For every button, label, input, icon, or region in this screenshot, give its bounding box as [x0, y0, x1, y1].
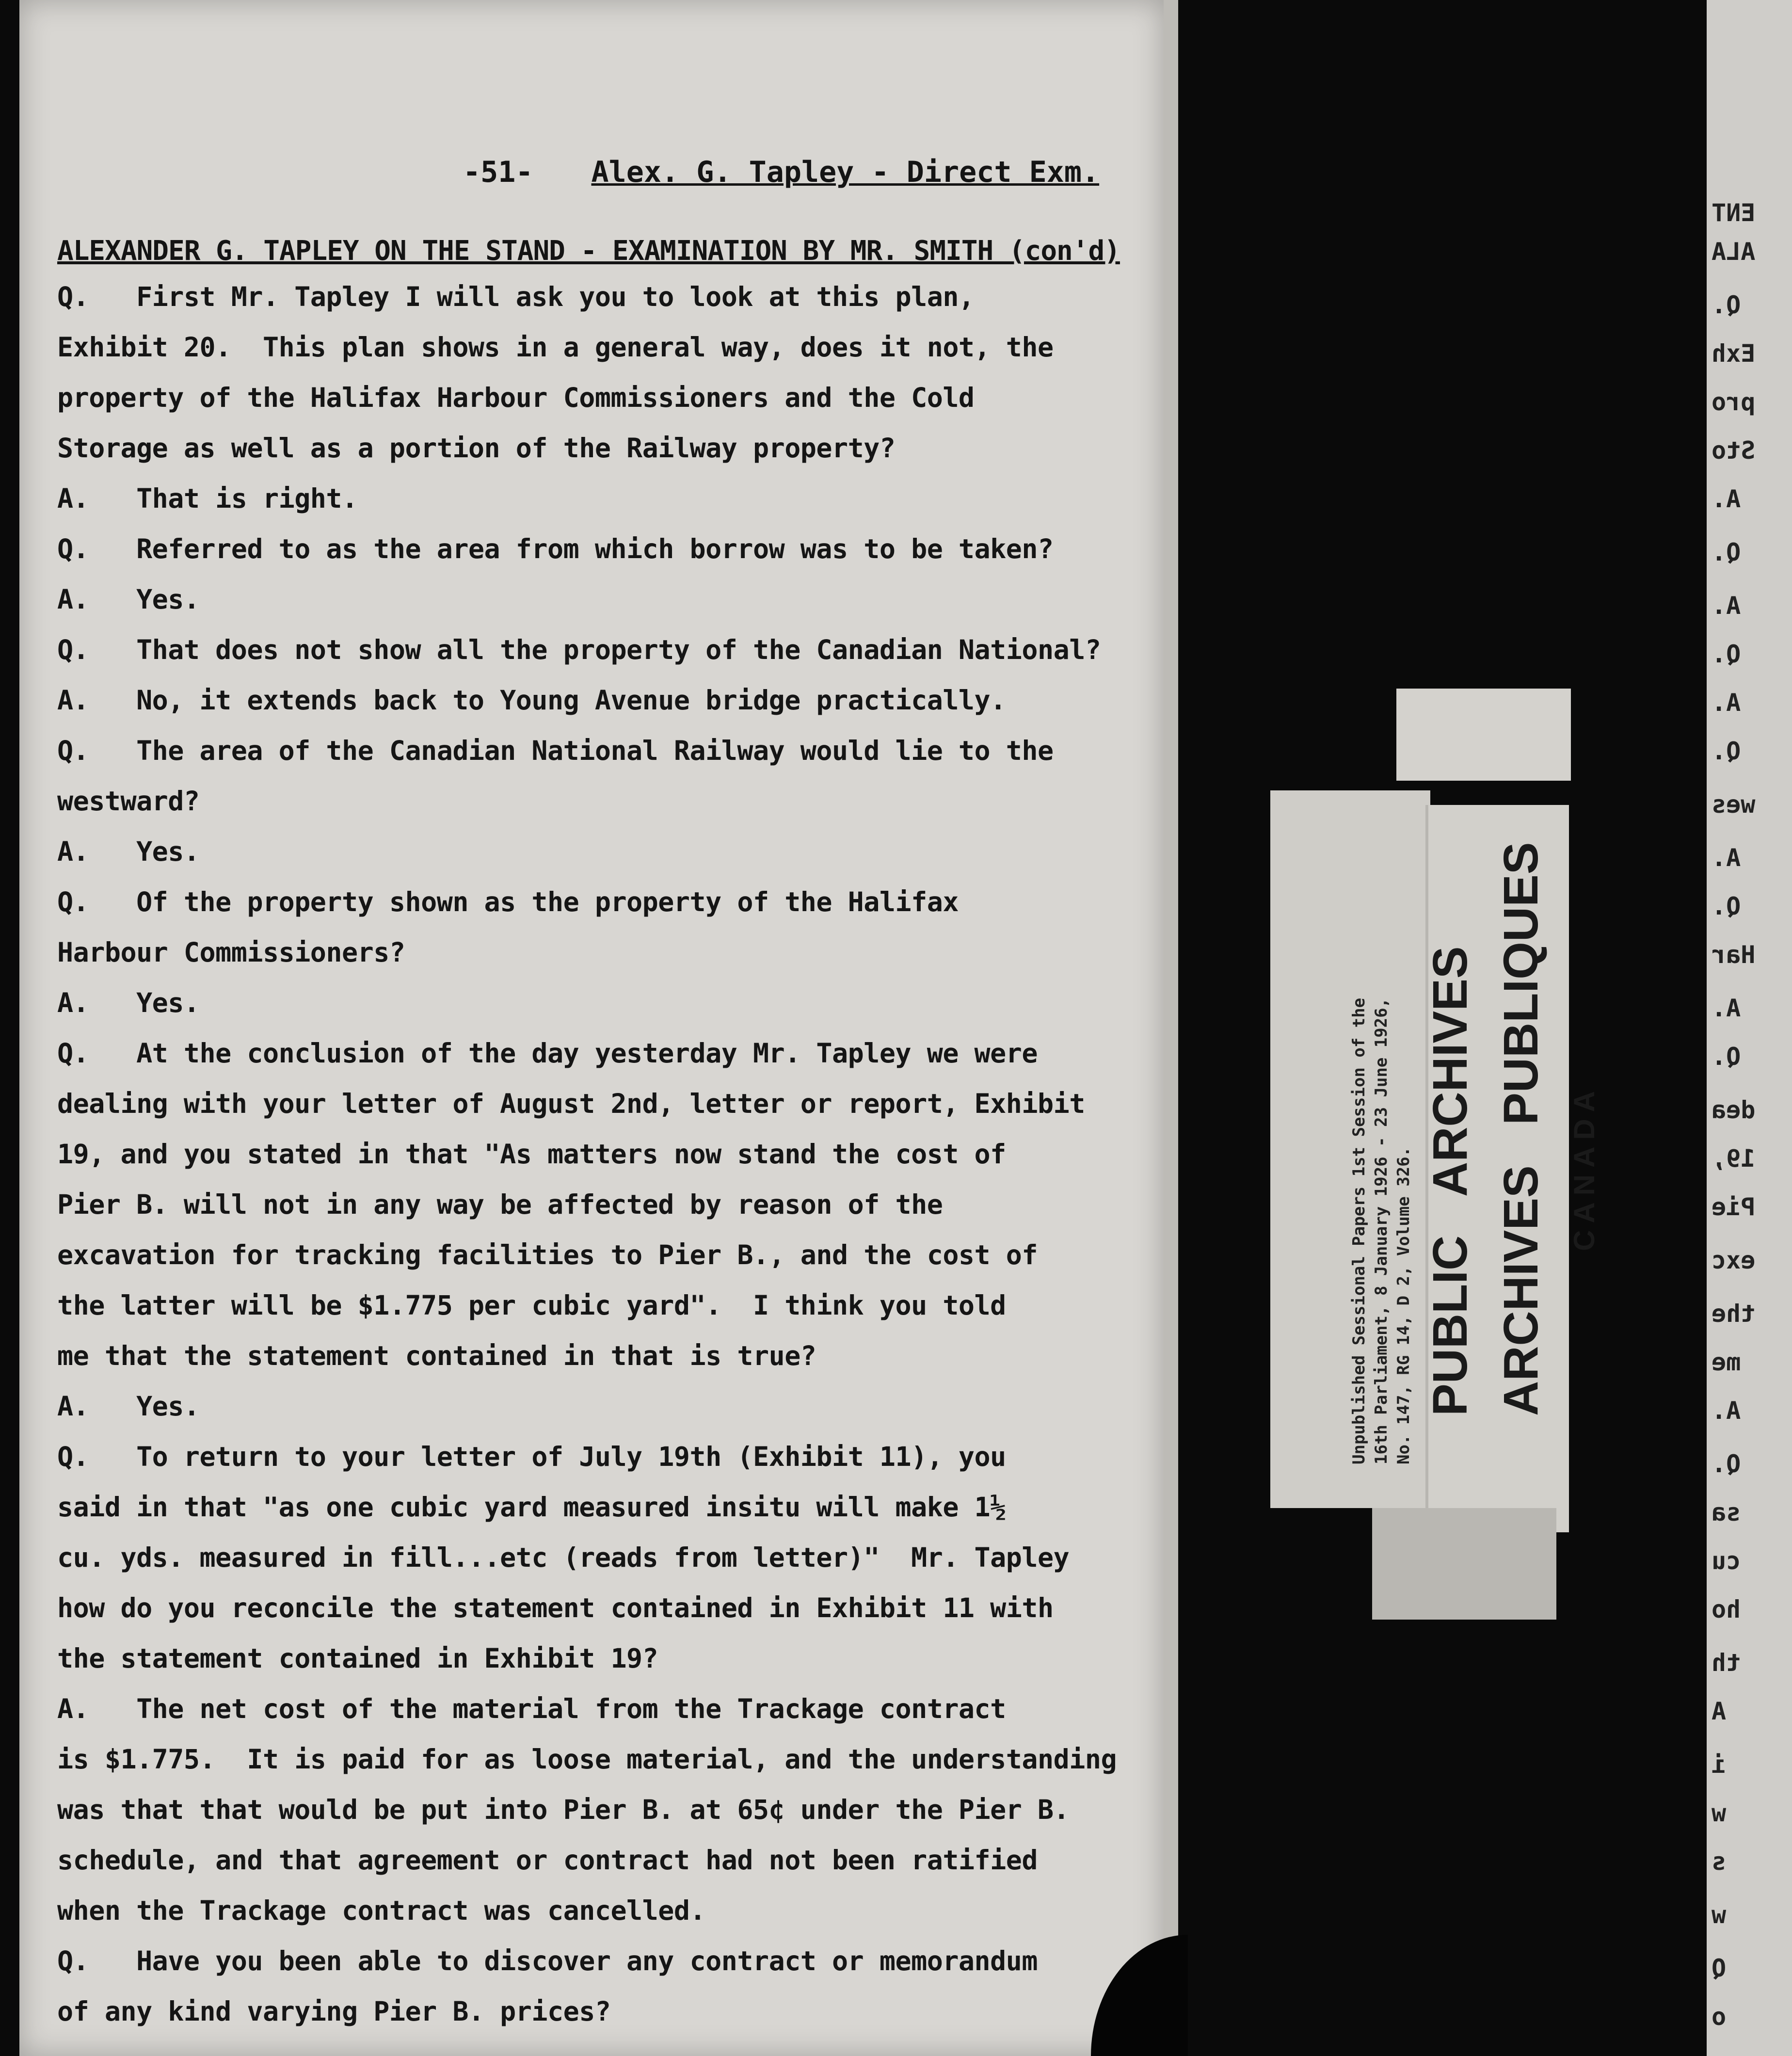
fragment: s [1712, 1847, 1727, 1876]
running-head: Alex. G. Tapley - Direct Exm. [591, 155, 1100, 189]
fragment: Q. [1712, 1043, 1741, 1071]
transcript-line: Q. First Mr. Tapley I will ask you to look at this plan, [57, 281, 975, 312]
fragment: Exh [1712, 339, 1756, 368]
page-number: -51- [463, 155, 533, 189]
transcript-line: of any kind varying Pier B. prices? [57, 1996, 611, 2027]
fragment: Q. [1712, 892, 1741, 920]
transcript-line: said in that "as one cubic yard measured insitu will make 1½ [57, 1492, 1006, 1523]
page-header [463, 155, 1099, 189]
transcript-line: how do you reconcile the statement contained in Exhibit 11 with [57, 1592, 1054, 1623]
transcript-line: schedule, and that agreement or contract had not been ratified [57, 1845, 1038, 1876]
archives-stamp [1406, 842, 1613, 1416]
fragment: th [1712, 1649, 1741, 1677]
fragment: pro [1712, 388, 1756, 416]
label-base [1372, 1508, 1556, 1620]
transcript-line: A. The net cost of the material from the Trackage contract [57, 1693, 1006, 1724]
fragment: Q. [1712, 538, 1741, 566]
transcript-line: the statement contained in Exhibit 19? [57, 1643, 658, 1674]
transcript-line: the latter will be $1.775 per cubic yard". I think you told [57, 1290, 1006, 1321]
reference-line: No. 147, RG 14, D 2, Volume 326. [1394, 1146, 1413, 1464]
fragment: A. [1712, 1397, 1741, 1425]
fragment: Sto [1712, 436, 1756, 465]
transcript-line: westward? [57, 786, 200, 817]
fragment: A. [1712, 844, 1741, 872]
transcript-line: cu. yds. measured in fill...etc (reads from letter)" Mr. Tapley [57, 1542, 1070, 1573]
fragment: A. [1712, 994, 1741, 1022]
transcript-line: A. No, it extends back to Young Avenue bridge practically. [57, 685, 1006, 716]
transcript-body [57, 272, 1138, 2037]
fragment: Q. [1712, 291, 1741, 319]
transcript-line: Harbour Commissioners? [57, 937, 405, 968]
reference-text [1348, 998, 1415, 1464]
fragment: wes [1712, 790, 1756, 819]
section-heading: ALEXANDER G. TAPLEY ON THE STAND - EXAMINATION BY MR. SMITH (con'd) [57, 235, 1120, 267]
fragment: A. [1712, 689, 1741, 717]
transcript-line: Q. At the conclusion of the day yesterday Mr. Tapley we were [57, 1038, 1038, 1069]
transcript-line: A. That is right. [57, 483, 358, 514]
transcript-line: Pier B. will not in any way be affected by reason of the [57, 1189, 943, 1220]
transcript-line: A. Yes. [57, 584, 200, 615]
fragment: me [1712, 1348, 1741, 1376]
fragment: ALA [1712, 238, 1756, 266]
reference-line: 16th Parliament, 8 January 1926 - 23 June 1926, [1372, 997, 1391, 1464]
transcript-line: Storage as well as a portion of the Railway property? [57, 433, 896, 464]
transcript-line: A. Yes. [57, 1391, 200, 1422]
fragment: the [1712, 1300, 1756, 1328]
fragment: w [1712, 1799, 1727, 1827]
transcript-line: when the Trackage contract was cancelled. [57, 1895, 706, 1926]
fragment: cu [1712, 1547, 1741, 1575]
fragment: Q. [1712, 640, 1741, 668]
fragment: ho [1712, 1595, 1741, 1623]
fragment: Q [1712, 1954, 1727, 1982]
stamp-line-english: PUBLIC ARCHIVES [1423, 946, 1477, 1416]
fragment: Pie [1712, 1193, 1756, 1221]
transcript-line: Q. To return to your letter of July 19th (Exhibit 11), you [57, 1441, 1006, 1472]
transcript-line: 19, and you stated in that "As matters now stand the cost of [57, 1139, 1006, 1170]
fragment: sa [1712, 1498, 1741, 1526]
transcript-line: is $1.775. It is paid for as loose material, and the understanding [57, 1744, 1117, 1775]
transcript-line: was that that would be put into Pier B. at 65¢ under the Pier B. [57, 1794, 1070, 1825]
fragment: dea [1712, 1096, 1756, 1124]
stamp-line-french: ARCHIVES PUBLIQUES [1494, 842, 1548, 1416]
fragment: A. [1712, 485, 1741, 513]
transcript-line: dealing with your letter of August 2nd, letter or report, Exhibit [57, 1088, 1085, 1119]
transcript-line: A. Yes. [57, 836, 200, 867]
stamp-line-country: CANADA [1568, 1084, 1600, 1251]
fragment: o [1712, 2003, 1727, 2031]
page-edge [1164, 0, 1178, 2056]
fragment: A [1712, 1697, 1727, 1725]
transcript-line: Q. Have you been able to discover any contract or memorandum [57, 1945, 1038, 1976]
fragment: exc [1712, 1246, 1756, 1274]
fragment: A. [1712, 592, 1741, 620]
transcript-line: Q. The area of the Canadian National Railway would lie to the [57, 735, 1054, 766]
fragment: Har [1712, 941, 1756, 969]
transcript-line: A. Yes. [57, 987, 200, 1018]
fragment: ENT [1712, 199, 1756, 227]
fragment: w [1712, 1901, 1727, 1929]
reference-line: Unpublished Sessional Papers 1st Session of the [1349, 997, 1369, 1464]
fragment: 19, [1712, 1144, 1756, 1173]
transcript-line: Exhibit 20. This plan shows in a general way, does it not, the [57, 332, 1054, 363]
transcript-line: Q. Referred to as the area from which borrow was to be taken? [57, 533, 1054, 564]
transcript-line: property of the Halifax Harbour Commissioners and the Cold [57, 382, 975, 413]
transcript-line: me that the statement contained in that is true? [57, 1340, 816, 1371]
fragment: Q. [1712, 1450, 1741, 1478]
transcript-line: excavation for tracking facilities to Pier B., and the cost of [57, 1239, 1038, 1270]
transcript-line: Q. Of the property shown as the property of the Halifax [57, 886, 959, 917]
transcript-line: Q. That does not show all the property of the Canadian National? [57, 634, 1101, 665]
fragment: Q. [1712, 737, 1741, 765]
fragment: i [1712, 1751, 1727, 1779]
label-tab [1396, 689, 1571, 781]
